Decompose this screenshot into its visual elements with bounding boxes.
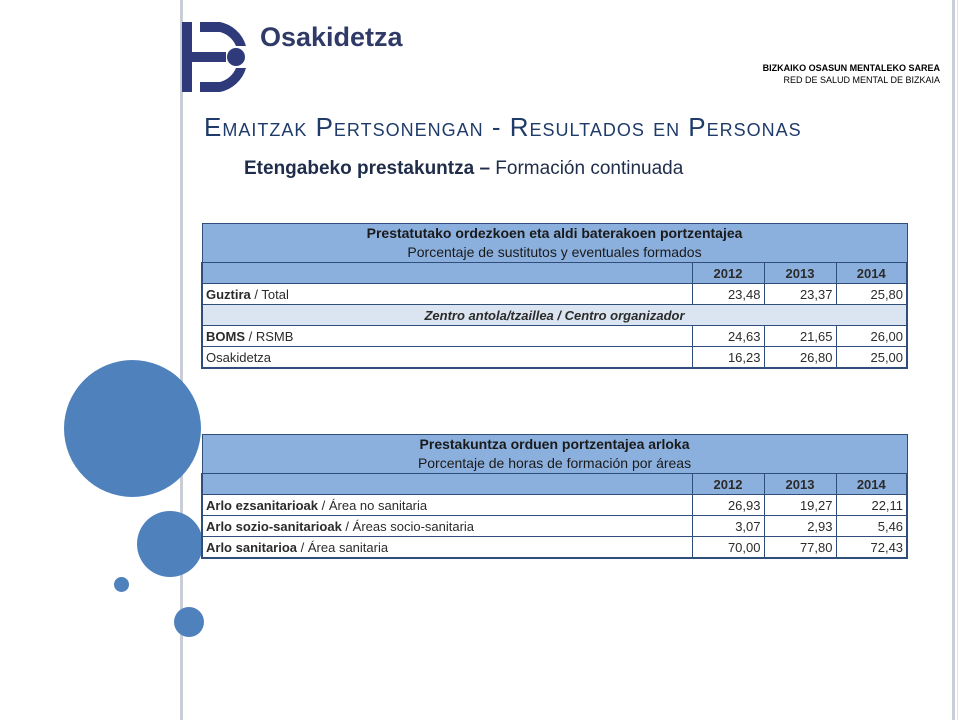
- year-2013: 2013: [764, 474, 836, 495]
- table1-year-row: [202, 263, 907, 284]
- value-cell: 24,63: [692, 326, 764, 347]
- value-cell: 70,00: [692, 537, 764, 559]
- value-cell: 16,23: [692, 347, 764, 369]
- value-cell: 25,00: [836, 347, 907, 369]
- decor-circle-tiny: [114, 577, 129, 592]
- osakidetza-logo-icon: [180, 18, 250, 96]
- year-2012: 2012: [692, 474, 764, 495]
- decor-circle-medium: [137, 511, 203, 577]
- year-2012: 2012: [692, 263, 764, 284]
- table-substitutes-trained: [201, 223, 908, 369]
- subtitle-eu: Etengabeko prestakuntza –: [244, 158, 496, 179]
- value-cell: 72,43: [836, 537, 907, 559]
- table1-section-row: [202, 305, 907, 326]
- row-label: Arlo sanitarioa / Área sanitaria: [202, 537, 692, 559]
- table1-title-es: Porcentaje de sustitutos y eventuales formados: [407, 244, 702, 260]
- decor-circle-large: [64, 360, 201, 497]
- value-cell: 26,93: [692, 495, 764, 516]
- table2-title-eu: Prestakuntza orduen portzentajea arloka: [419, 436, 690, 452]
- value-cell: 26,00: [836, 326, 907, 347]
- table2-year-row: [202, 474, 907, 495]
- org-name-eu: BIZKAIKO OSASUN MENTALEKO SAREA: [762, 63, 940, 73]
- value-cell: 21,65: [764, 326, 836, 347]
- value-cell: 2,93: [764, 516, 836, 537]
- value-cell: 23,48: [692, 284, 764, 305]
- table-row: [202, 516, 907, 537]
- row-label: Arlo sozio-sanitarioak / Áreas socio-sanitaria: [202, 516, 692, 537]
- value-cell: 25,80: [836, 284, 907, 305]
- section-label: Zentro antola/tzaillea / Centro organizador: [202, 305, 907, 326]
- value-cell: 77,80: [764, 537, 836, 559]
- row-label: BOMS / RSMB: [202, 326, 692, 347]
- page-title: Emaitzak Pertsonengan - Resultados en Personas: [204, 112, 802, 142]
- value-cell: 26,80: [764, 347, 836, 369]
- value-cell: 23,37: [764, 284, 836, 305]
- table-row: [202, 495, 907, 516]
- organization-name: [763, 62, 940, 86]
- row-label: Osakidetza: [202, 347, 692, 369]
- value-cell: 3,07: [692, 516, 764, 537]
- table2-title-es: Porcentaje de horas de formación por áreas: [417, 455, 692, 471]
- page-subtitle: [244, 158, 683, 180]
- table-row: [202, 347, 907, 369]
- slide-right-border: [952, 0, 955, 720]
- logo-text: Osakidetza: [260, 22, 403, 52]
- table-row: [202, 537, 907, 559]
- year-2014: 2014: [836, 263, 907, 284]
- decor-circle-small: [174, 607, 204, 637]
- table-row: [202, 326, 907, 347]
- year-2014: 2014: [836, 474, 907, 495]
- table-row: [202, 284, 907, 305]
- org-name-es: RED DE SALUD MENTAL DE BIZKAIA: [783, 75, 940, 85]
- table1-header: [202, 224, 907, 263]
- subtitle-es: Formación continuada: [495, 158, 684, 179]
- value-cell: 22,11: [836, 495, 907, 516]
- table1-title-eu: Prestatutako ordezkoen eta aldi baterakoen portzentajea: [366, 225, 743, 241]
- value-cell: 5,46: [836, 516, 907, 537]
- row-label: Guztira / Total: [202, 284, 692, 305]
- year-2013: 2013: [764, 263, 836, 284]
- table2-header: [202, 435, 907, 474]
- slide-right-border-inner: [957, 0, 958, 720]
- row-label: Arlo ezsanitarioak / Área no sanitaria: [202, 495, 692, 516]
- table-training-hours-by-area: [201, 434, 908, 559]
- value-cell: 19,27: [764, 495, 836, 516]
